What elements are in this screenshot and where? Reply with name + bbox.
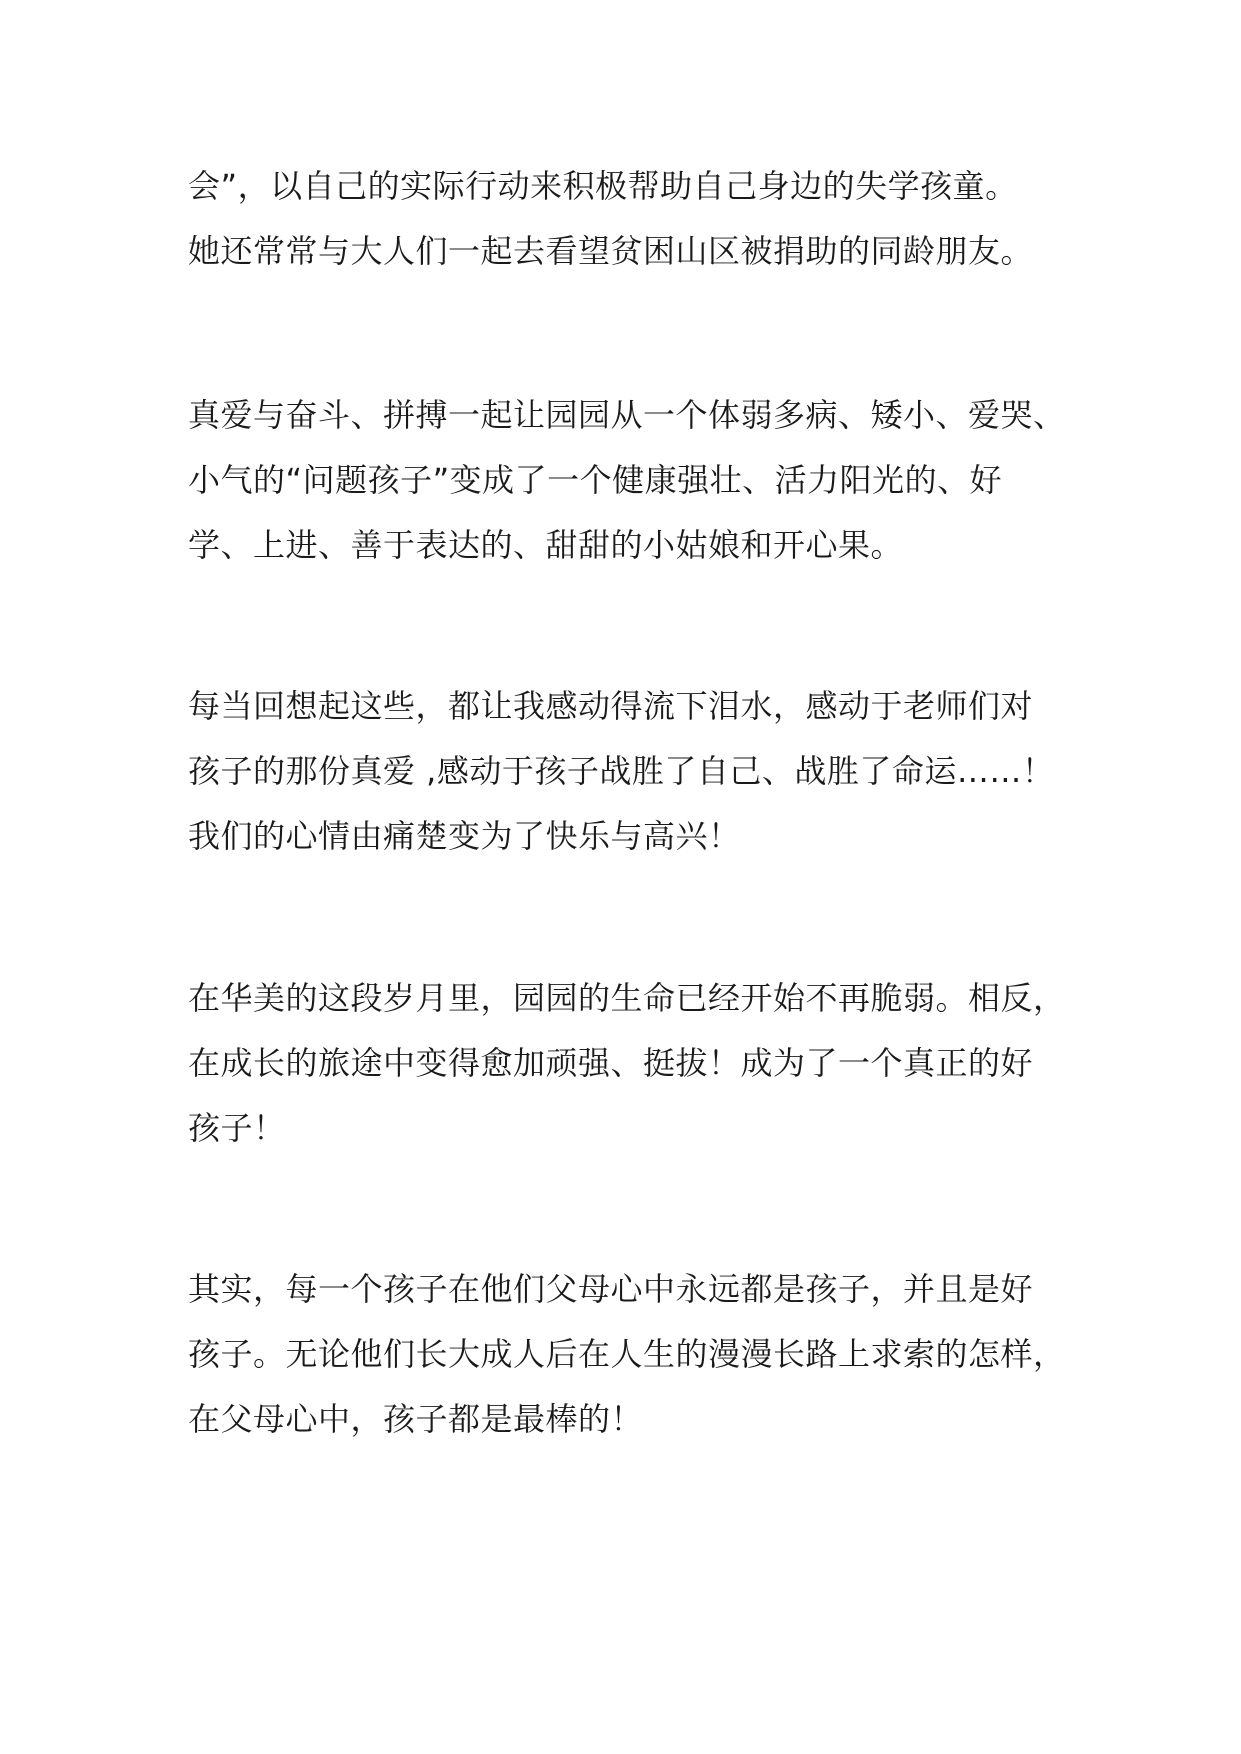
text-line: 孩子。无论他们长大成人后在人生的漫漫长路上求索的怎样， [188, 1335, 1066, 1373]
text-line: 她还常常与大人们一起去看望贫困山区被捐助的同龄朋友。 [188, 232, 1034, 270]
paragraph-2 [188, 383, 1068, 578]
text-line: 每当回想起这些，都让我感动得流下泪水，感动于老师们对 [188, 687, 1034, 725]
text-line: 在成长的旅途中变得愈加顽强、挺拔！成为了一个真正的好 [188, 1044, 1034, 1082]
text-line: 学、上进、善于表达的、甜甜的小姑娘和开心果。 [188, 526, 904, 564]
text-line: 在华美的这段岁月里，园园的生命已经开始不再脆弱。相反， [188, 979, 1066, 1017]
text-line: 小气的“问题孩子”变成了一个健康强壮、活力阳光的、好 [188, 461, 1003, 499]
text-line: 真爱与奋斗、拼搏一起让园园从一个体弱多病、矮小、爱哭、 [188, 396, 1066, 434]
text-line: 会”，以自己的实际行动来积极帮助自己身边的失学孩童。 [188, 167, 1018, 205]
text-line: 在父母心中，孩子都是最棒的！ [188, 1400, 644, 1438]
paragraph-5 [188, 1257, 1068, 1452]
text-line: 我们的心情由痛楚变为了快乐与高兴！ [188, 817, 741, 855]
text-line: 孩子的那份真爱 ,感动于孩子战胜了自己、战胜了命运……！ [188, 752, 1055, 790]
text-line: 其实，每一个孩子在他们父母心中永远都是孩子，并且是好 [188, 1270, 1034, 1308]
text-line: 孩子！ [188, 1109, 286, 1147]
paragraph-4 [188, 966, 1068, 1161]
paragraph-3 [188, 674, 1068, 869]
paragraph-1 [188, 154, 1068, 284]
